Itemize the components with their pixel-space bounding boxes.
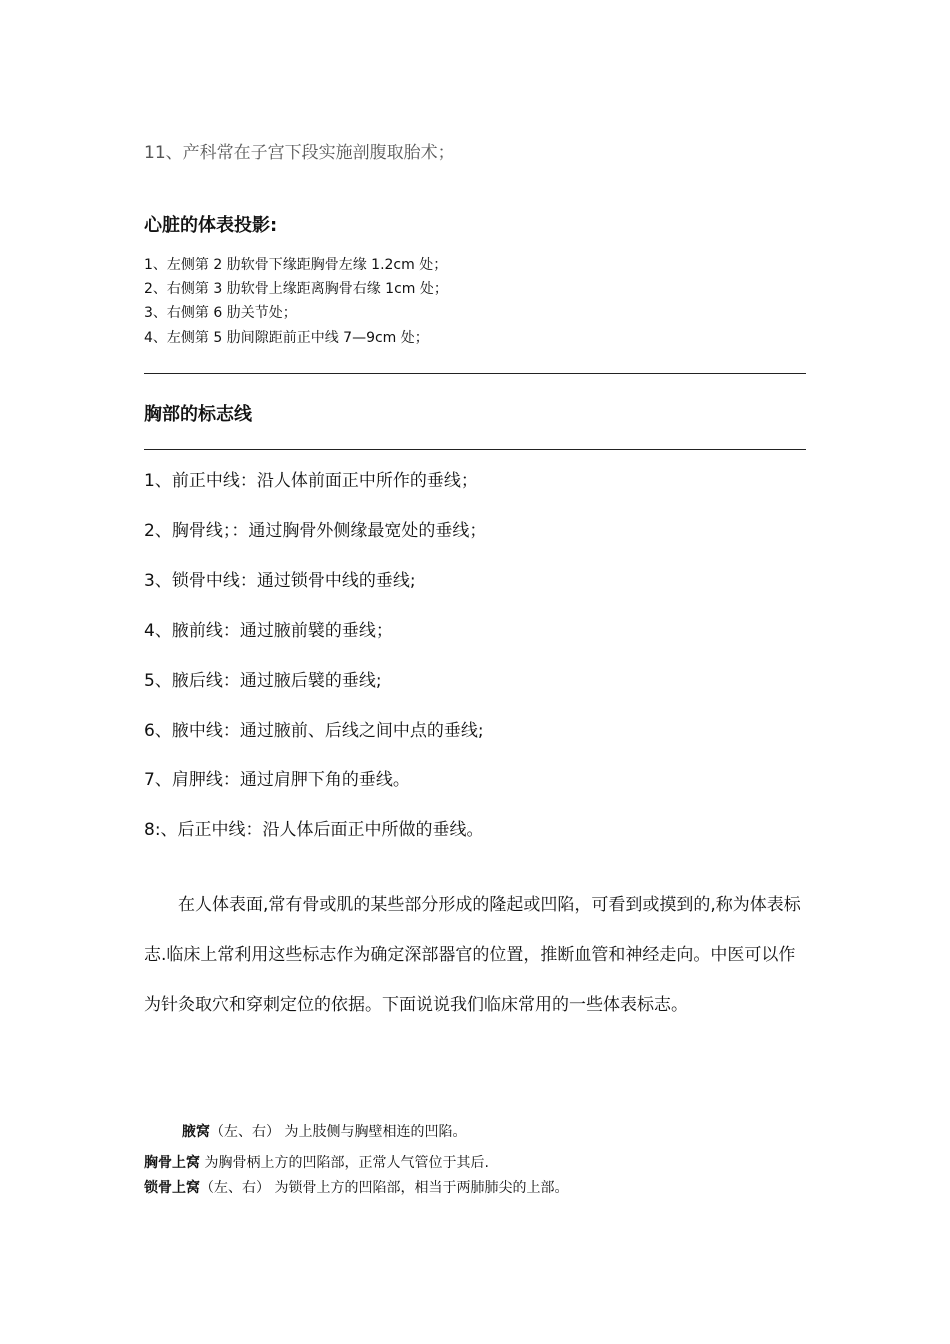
landmark-item <box>144 1152 489 1172</box>
landmark-desc: （左、右） 为锁骨上方的凹陷部，相当于两肺肺尖的上部。 <box>200 1180 569 1196</box>
chest-line-item: 1、前正中线：沿人体前面正中所作的垂线； <box>144 471 478 491</box>
chest-line-item: 7、肩胛线：通过肩胛下角的垂线。 <box>144 770 410 790</box>
landmark-desc: 为胸骨柄上方的凹陷部，正常人气管位于其后. <box>200 1155 489 1171</box>
heart-projection-heading: 心脏的体表投影: <box>144 215 278 236</box>
chest-lines-heading: 胸部的标志线 <box>144 404 252 425</box>
landmark-term: 腋窝 <box>182 1124 210 1140</box>
intro-line: 11、产科常在子宫下段实施剖腹取胎术； <box>144 143 455 163</box>
chest-line-item: 3、锁骨中线：通过锁骨中线的垂线; <box>144 571 416 591</box>
divider-top <box>144 373 806 374</box>
chest-line-item: 5、腋后线：通过腋后襞的垂线; <box>144 671 382 691</box>
chest-line-item: 4、腋前线：通过腋前襞的垂线； <box>144 621 393 641</box>
divider-bottom <box>144 449 806 450</box>
landmark-term: 锁骨上窝 <box>144 1180 200 1196</box>
chest-line-item: 2、胸骨线；：通过胸骨外侧缘最宽处的垂线； <box>144 521 487 541</box>
heart-item: 1、左侧第 2 肋软骨下缘距胸骨左缘 1.2cm 处； <box>144 257 448 273</box>
body-landmark-paragraph: 在人体表面,常有骨或肌的某些部分形成的隆起或凹陷，可看到或摸到的,称为体表标志.临床上常利用这些标志作为确定深部器官的位置，推断血管和神经走向。中医可以作为针灸取穴和穿刺定位的依据。下面说说我们临床常用的一些体表标志。 <box>144 895 801 1015</box>
landmark-item <box>182 1121 466 1141</box>
heart-item: 2、右侧第 3 肋软骨上缘距离胸骨右缘 1cm 处； <box>144 281 448 297</box>
heart-item: 4、左侧第 5 肋间隙距前正中线 7—9cm 处； <box>144 330 429 346</box>
heart-item: 3、右侧第 6 肋关节处； <box>144 305 297 321</box>
landmark-term: 胸骨上窝 <box>144 1155 200 1171</box>
chest-line-item: 6、腋中线：通过腋前、后线之间中点的垂线; <box>144 721 484 741</box>
landmark-item <box>144 1177 568 1197</box>
landmark-desc: （左、右） 为上肢侧与胸壁相连的凹陷。 <box>210 1124 467 1140</box>
chest-line-item: 8:、后正中线：沿人体后面正中所做的垂线。 <box>144 820 484 840</box>
